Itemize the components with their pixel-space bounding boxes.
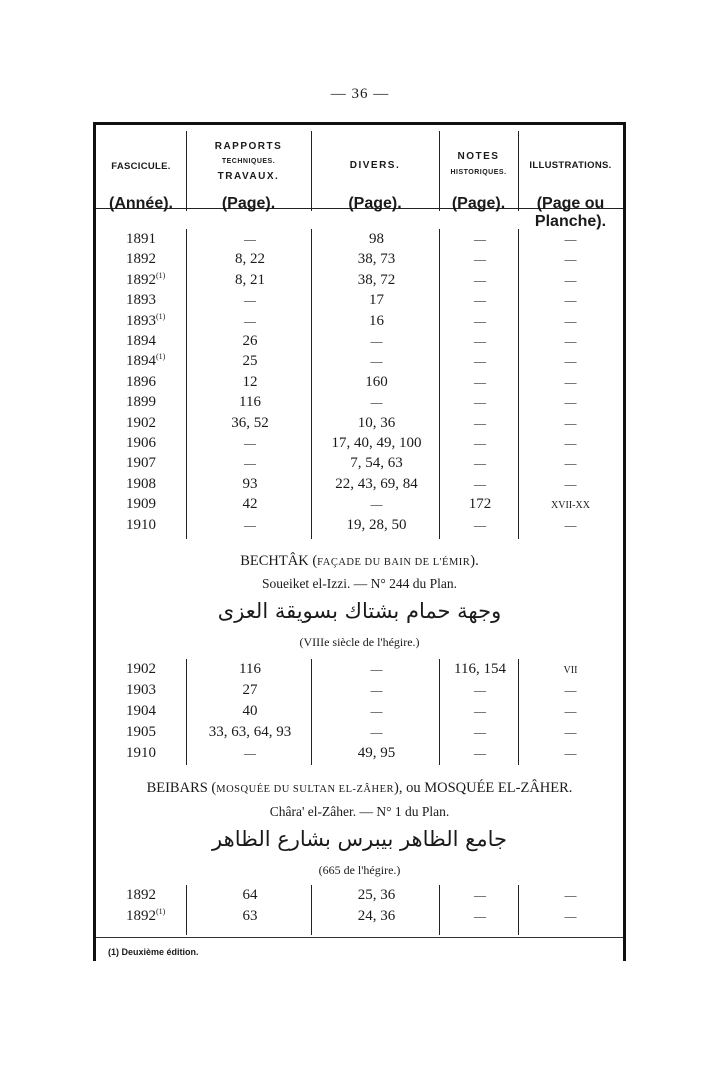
illustrations-cell: — xyxy=(564,704,577,718)
illustrations-cell: — xyxy=(564,909,577,923)
rapports-cell: — xyxy=(244,517,256,532)
notes-cell: — xyxy=(474,374,486,389)
year-cell: 1893$^{(1)}$ xyxy=(126,311,166,329)
notes-cell: — xyxy=(474,436,486,450)
divers-cell: — xyxy=(370,354,383,369)
divers-cell: — xyxy=(370,497,383,512)
illustrations-cell: — xyxy=(564,436,577,450)
rapports-cell: 116 xyxy=(239,394,261,411)
table-row xyxy=(96,372,623,392)
header-notes: NOTES HISTORIQUES. xyxy=(450,151,507,176)
year-cell: 1910 xyxy=(126,745,156,761)
notes-cell: — xyxy=(474,272,486,287)
notes-cell: — xyxy=(474,395,486,410)
year-cell: 1907 xyxy=(126,455,156,472)
section3-subtitle: Châra' el-Zâher. — N° 1 du Plan. xyxy=(269,804,450,819)
table-row xyxy=(96,290,623,310)
table-row xyxy=(96,906,623,926)
table-row xyxy=(96,453,623,473)
section3-century: (665 de l'hégire.) xyxy=(318,863,401,877)
divers-cell: 22, 43, 69, 84 xyxy=(335,475,418,492)
divers-cell: 17, 40, 49, 100 xyxy=(331,435,422,451)
section2-century: (VIIIe siècle de l'hégire.) xyxy=(299,635,420,649)
table-row xyxy=(96,351,623,371)
table-row xyxy=(96,474,623,494)
divers-cell: 98 xyxy=(369,231,384,247)
table-row xyxy=(96,331,623,351)
illustrations-cell: — xyxy=(564,252,577,267)
illustrations-cell: — xyxy=(564,334,577,348)
divers-cell: — xyxy=(370,395,383,410)
index-table xyxy=(93,122,626,961)
header-fascicule: FASCICULE. xyxy=(111,161,171,172)
illustrations-cell: — xyxy=(564,746,577,760)
year-cell: 1894 xyxy=(126,333,156,349)
notes-cell: 116, 154 xyxy=(454,661,506,677)
illustrations-cell: — xyxy=(564,395,577,410)
rapports-cell: — xyxy=(244,746,256,760)
header-rapports: RAPPORTS TECHNIQUES. TRAVAUX. xyxy=(214,141,283,182)
table-row xyxy=(96,701,623,721)
header-fascicule-sub: (Année). xyxy=(109,195,173,212)
illustrations-cell: — xyxy=(564,683,577,697)
table-row xyxy=(96,392,623,412)
notes-cell: — xyxy=(474,476,486,491)
rapports-cell: 40 xyxy=(242,703,258,719)
divers-cell: 25, 36 xyxy=(357,887,396,903)
notes-cell: — xyxy=(474,909,486,923)
rapports-cell: — xyxy=(244,232,256,246)
illustrations-cell: — xyxy=(564,517,577,532)
rapports-cell: 27 xyxy=(242,682,258,698)
divers-cell: 19, 28, 50 xyxy=(346,516,407,533)
table-row xyxy=(96,659,623,679)
year-cell: 1892 xyxy=(126,251,156,268)
illustrations-cell: — xyxy=(564,415,577,430)
rapports-cell: 36, 52 xyxy=(231,414,269,431)
divers-cell: 17 xyxy=(369,292,384,309)
year-cell: 1892 xyxy=(126,887,156,903)
notes-cell: — xyxy=(474,252,486,267)
rapports-cell: 8, 22 xyxy=(235,251,265,268)
year-cell: 1902 xyxy=(126,414,156,431)
page-number: — 36 — xyxy=(330,86,390,102)
notes-cell: — xyxy=(474,415,486,430)
rapports-cell: 12 xyxy=(242,373,258,390)
notes-cell: — xyxy=(474,704,486,718)
year-cell: 1906 xyxy=(126,435,156,451)
divers-cell: 38, 72 xyxy=(357,271,396,288)
notes-cell: — xyxy=(474,313,486,328)
notes-cell: — xyxy=(474,293,486,308)
year-cell: 1896 xyxy=(126,373,156,390)
section2-subtitle: Soueiket el-Izzi. — N° 244 du Plan. xyxy=(261,576,458,591)
divers-cell: 49, 95 xyxy=(357,745,396,761)
rapports-cell: 42 xyxy=(242,496,258,513)
divers-cell: — xyxy=(370,725,383,739)
illustrations-cell: — xyxy=(564,354,577,369)
table-row xyxy=(96,229,623,249)
table-row xyxy=(96,433,623,453)
header-divers-sub: (Page). xyxy=(348,195,402,212)
rapports-cell: 33, 63, 64, 93 xyxy=(208,724,292,740)
notes-cell: 172 xyxy=(468,496,492,513)
header-notes-sub: (Page). xyxy=(451,195,506,212)
illustrations-cell: — xyxy=(564,293,577,308)
header-rapports-sub: (Page). xyxy=(221,195,276,212)
table-row xyxy=(96,413,623,433)
year-cell: 1892$^{(1)}$ xyxy=(126,270,166,288)
divers-cell: — xyxy=(370,334,383,348)
section2-title: BECHTÂK (FAÇADE DU BAIN DE L'ÉMIR). xyxy=(240,553,479,569)
year-cell: 1908 xyxy=(126,475,156,492)
rapports-cell: 8, 21 xyxy=(235,271,265,288)
illustrations-cell: — xyxy=(564,456,577,471)
table-row xyxy=(96,494,623,514)
divers-cell: 7, 54, 63 xyxy=(350,455,403,472)
divers-cell: 38, 73 xyxy=(357,251,396,268)
illustrations-cell: — xyxy=(564,232,577,246)
divers-cell: — xyxy=(370,683,383,697)
section3-title: BEIBARS (MOSQUÉE DU SULTAN EL-ZÂHER), ou MOSQUÉE EL-ZÂHER. xyxy=(146,780,573,796)
notes-cell: — xyxy=(474,354,486,369)
rapports-cell: 25 xyxy=(242,353,258,370)
footnote-rule xyxy=(96,937,623,938)
notes-cell: — xyxy=(474,334,486,348)
illustrations-cell: XVII-XX xyxy=(551,500,590,512)
rapports-cell: 116 xyxy=(239,661,261,677)
rapports-cell: — xyxy=(244,436,256,450)
year-cell: 1894$^{(1)}$ xyxy=(126,352,166,370)
table-row xyxy=(96,680,623,700)
year-cell: 1891 xyxy=(126,231,156,247)
year-cell: 1904 xyxy=(126,703,156,719)
header-divers: DIVERS. xyxy=(349,160,401,171)
header-illustrations: ILLUSTRATIONS. xyxy=(529,160,612,171)
notes-cell: — xyxy=(474,232,486,246)
divers-cell: — xyxy=(370,662,383,676)
divers-cell: 24, 36 xyxy=(357,908,396,924)
table-row xyxy=(96,270,623,290)
year-cell: 1909 xyxy=(126,496,156,513)
year-cell: 1903 xyxy=(126,682,156,698)
year-cell: 1892$^{(1)}$ xyxy=(126,907,166,924)
notes-cell: — xyxy=(474,683,486,697)
notes-cell: — xyxy=(474,517,486,532)
table-row xyxy=(96,515,623,535)
divers-cell: 10, 36 xyxy=(357,414,396,431)
notes-cell: — xyxy=(474,888,486,902)
illustrations-cell: VII xyxy=(563,665,578,676)
notes-cell: — xyxy=(474,456,486,471)
divers-cell: — xyxy=(370,704,383,718)
year-cell: 1899 xyxy=(126,394,156,411)
rapports-cell: 93 xyxy=(242,475,258,492)
illustrations-cell: — xyxy=(564,476,577,491)
illustrations-cell: — xyxy=(564,374,577,389)
divers-cell: 16 xyxy=(369,312,384,329)
notes-cell: — xyxy=(474,746,486,760)
year-cell: 1905 xyxy=(126,724,156,740)
table-row xyxy=(96,885,623,905)
table-row xyxy=(96,249,623,269)
section2-arabic: وجهة حمام بشتاك بسويقة العزى xyxy=(217,599,502,623)
year-cell: 1902 xyxy=(126,661,156,677)
rapports-cell: — xyxy=(244,456,256,471)
rapports-cell: — xyxy=(244,293,256,308)
section3-arabic: جامع الظاهر بيبرس بشارع الظاهر xyxy=(212,827,507,851)
rapports-cell: 63 xyxy=(242,908,258,924)
illustrations-cell: — xyxy=(564,725,577,739)
footnote: (1) Deuxième édition. xyxy=(108,947,199,957)
illustrations-cell: — xyxy=(564,313,577,328)
illustrations-cell: — xyxy=(564,888,577,902)
notes-cell: — xyxy=(474,725,486,739)
rapports-cell: 26 xyxy=(242,333,258,349)
year-cell: 1910 xyxy=(126,516,156,533)
table-row xyxy=(96,743,623,763)
divers-cell: 160 xyxy=(365,373,388,390)
year-cell: 1893 xyxy=(126,292,156,309)
header-illustrations-sub: (Page ou Planche). xyxy=(534,195,607,230)
table-row xyxy=(96,722,623,742)
illustrations-cell: — xyxy=(564,272,577,287)
rapports-cell: — xyxy=(244,313,256,328)
rapports-cell: 64 xyxy=(242,887,258,903)
table-row xyxy=(96,311,623,331)
